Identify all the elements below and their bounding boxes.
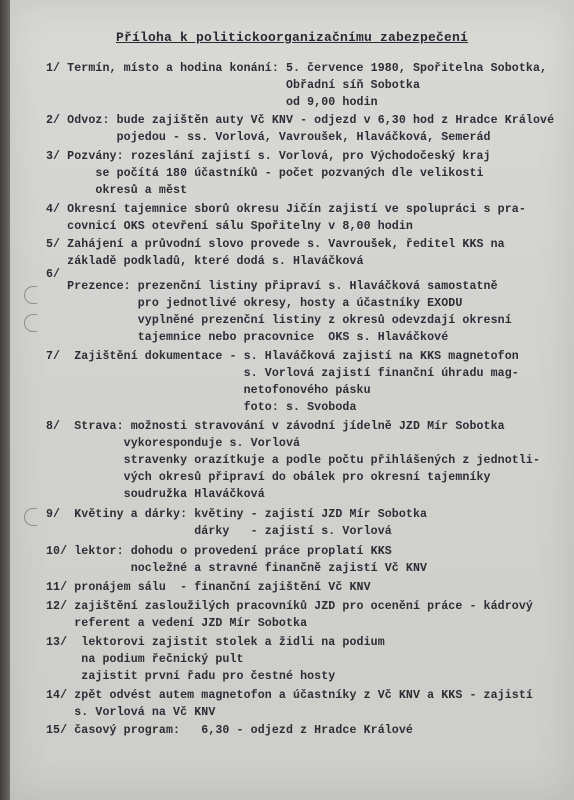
document-line: soudružka Hlaváčková [46, 488, 265, 501]
document-line: 12/ zajištění zasloužilých pracovníků JZD pro ocenění práce - kádrový [46, 600, 533, 613]
document-line: vykorespondujе s. Vorlová [46, 437, 301, 450]
document-line: 4/ Okresní tajemnice sborů okresu Jičín zajistí ve spolupráci s pra- [46, 203, 526, 216]
document-title: Příloha k politickoorganizačnímu zabezpečení [116, 30, 469, 45]
document-line: referent a vedení JZD Mír Sobotka [46, 617, 308, 630]
document-line: zajistit první řadu pro čestné hosty [46, 670, 336, 683]
document-line: vyplněné prezenční listiny z okresů odevzdají okresní [46, 314, 512, 327]
punch-hole-mark [24, 508, 37, 526]
document-line: nocležné a stravné finančně zajistí Vč KNV [46, 562, 428, 575]
document-line: 14/ zpět odvést autem magnetofon a účastníky z Vč KNV a KKS - zajistí [46, 689, 533, 702]
document-line: 13/ lektorovi zajistit stolek a židli na podium [46, 636, 385, 649]
document-line: Obřadní síň Sobotka [46, 79, 421, 92]
document-line: vých okresů připraví do obálek pro okresní tajemníky [46, 471, 491, 484]
document-line: covnicí OKS otevření sálu Spořitelny v 8,00 hodin [46, 220, 413, 233]
document-line: tajemnice nebo pracovnice OKS s. Hlaváčkové [46, 331, 449, 344]
document-line: 1/ Termín, místo a hodina konání: 5. července 1980, Spořitelna Sobotka, [46, 62, 548, 75]
document-line: základě podkladů, které dodá s. Hlaváčková [46, 255, 364, 268]
document-line: okresů a měst [46, 184, 188, 197]
document-line: 3/ Pozvány: rozeslání zajistí s. Vorlová, pro Východočeský kraj [46, 150, 491, 163]
document-line: foto: s. Svoboda [46, 401, 357, 414]
document-line: pro jednotlivé okresy, hosty a účastníky EXODU [46, 297, 463, 310]
document-line: Prezence: prezenční listiny připraví s. Hlaváčková samostatně [46, 280, 498, 293]
document-line: 2/ Odvoz: bude zajištěn auty Vč KNV - odjezd v 6,30 hod z Hradce Králové [46, 114, 555, 127]
document-line: se počítá 180 účastníků - počet pozvaných dle velikosti [46, 167, 484, 180]
document-line: 11/ pronájem sálu - finanční zajištění Vč KNV [46, 581, 371, 594]
document-line: pojedou - ss. Vorlová, Vavroušek, Hlaváčková, Semerád [46, 131, 491, 144]
document-line: netofonového pásku [46, 384, 371, 397]
document-line: 9/ Květiny a dárky: květiny - zajistí JZD Mír Sobotka [46, 508, 428, 521]
document-line: 6/ [46, 268, 61, 281]
document-line: na podium řečnický pult [46, 653, 244, 666]
document-line: s. Vorlová zajistí finanční úhradu mag- [46, 367, 519, 380]
document-line: s. Vorlová na Vč KNV [46, 706, 216, 719]
document-line: 7/ Zajištění dokumentace - s. Hlaváčková zajistí na KKS magnetofon [46, 350, 519, 363]
document-line: 15/ časový program: 6,30 - odjezd z Hradce Králové [46, 724, 413, 737]
page-edge-shadow [0, 0, 10, 800]
punch-hole-mark [24, 314, 37, 332]
document-line: 10/ lektor: dohodu o provedení práce proplatí KKS [46, 545, 392, 558]
punch-hole-mark [24, 286, 37, 304]
document-line: 8/ Strava: možnosti stravování v závodní jídelně JZD Mír Sobotka [46, 420, 505, 433]
document-line: 5/ Zahájení a průvodní slovo provede s. Vavroušek, ředitel KKS na [46, 238, 505, 251]
document-line: dárky - zajistí s. Vorlová [46, 525, 392, 538]
document-line: od 9,00 hodin [46, 96, 378, 109]
document-line: stravenky orazítkuje a podle počtu přihlášených z jednotli- [46, 454, 541, 467]
